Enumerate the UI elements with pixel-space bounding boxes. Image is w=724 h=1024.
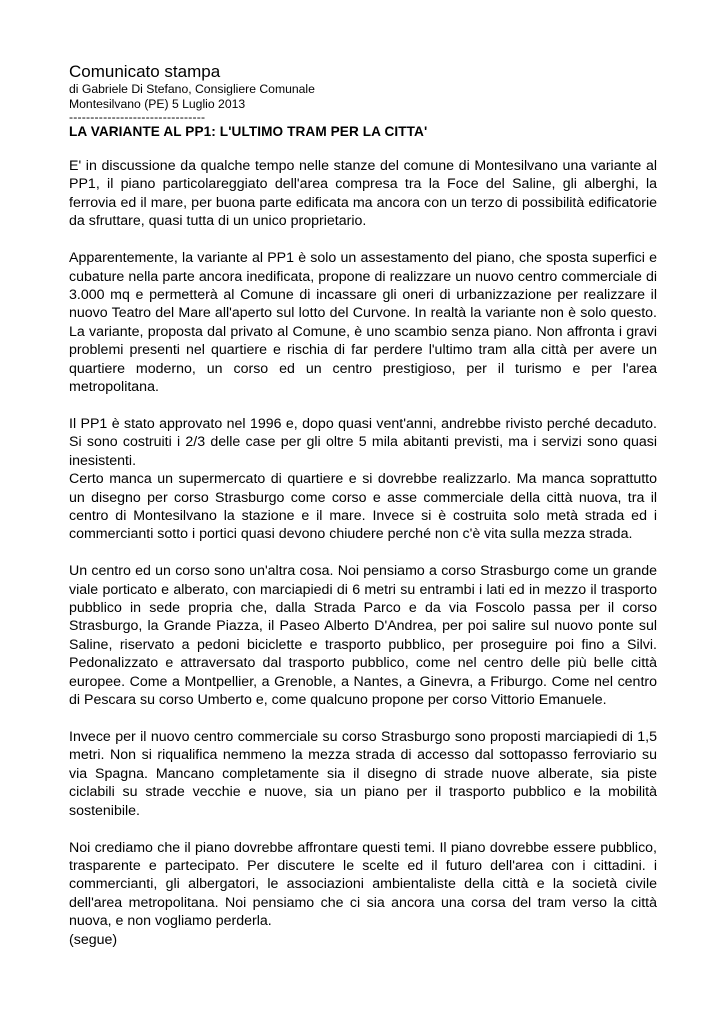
press-release-page bbox=[69, 62, 657, 949]
paragraph-intro: E' in discussione da qualche tempo nelle stanze del comune di Montesilvano una variante al PP1, il piano particolareggiato dell'area compresa tra la Foce del Saline, gli alberghi, la ferrovia ed il mare, per buona parte edificata ma ancora con un terzo di possibilità edificatorie da sfruttare, quasi tutta di un unico proprietario. bbox=[69, 158, 657, 230]
paragraph-commercial-centre: Invece per il nuovo centro commerciale su corso Strasburgo sono proposti marciapiedi di 1,5 metri. Non si riqualifica nemmeno la mezza strada di accesso dal sottopasso ferroviario su via Spagna. Mancano completamente sia il disegno di strade nuove alberate, sia piste ciclabili su strade vecchie e nuove, sia un piano per il trasporto pubblico e la mobilità sostenibile. bbox=[69, 728, 657, 819]
paragraph-supermarket: Certo manca un supermercato di quartiere e si dovrebbe realizzarlo. Ma manca soprattutto un disegno per corso Strasburgo come corso e asse commerciale della città nuova, tra il centro di Montesilvano la stazione e il mare. Invece si è costruita solo metà strada ed i commercianti sotto i portici quasi devono chiudere perché non c'è vita sulla mezza strada. bbox=[69, 471, 657, 543]
paragraph-conclusion: Noi crediamo che il piano dovrebbe affrontare questi temi. Il piano dovrebbe essere pubblico, trasparente e partecipato. Per discutere le scelte ed il futuro dell'area con i cittadini. i commercianti, gli albergatori, le associazioni ambientaliste della città e la società civile dell'area metropolitana. Noi pensiamo che ci sia ancora una corsa del tram verso la città nuova, e non vogliamo perderla. bbox=[69, 839, 657, 930]
headline: LA VARIANTE AL PP1: L'ULTIMO TRAM PER LA CITTA' bbox=[69, 124, 428, 139]
author-line: di Gabriele Di Stefano, Consigliere Comunale bbox=[69, 82, 315, 96]
separator-line: -------------------------------- bbox=[69, 111, 206, 123]
document-title: Comunicato stampa bbox=[69, 62, 221, 81]
paragraph-variant: Apparentemente, la variante al PP1 è solo un assestamento del piano, che sposta superfici e cubature nella parte ancora inedificata, propone di realizzare un nuovo centro commerciale di 3.000 mq e permetterà al Comune di incassare gli oneri di urbanizzazione per realizzare il nuovo Teatro del Mare all'aperto sul lotto del Curvone. In realtà la variante non è solo questo. La variante, proposta dal privato al Comune, è uno scambio senza piano. Non affronta i gravi problemi presenti nel quartiere e rischia di far perdere l'ultimo tram alla città per avere un quartiere moderno, un corso ed un centro prestigioso, per il turismo e per l'area metropolitana. bbox=[69, 250, 657, 395]
paragraph-corso-vision: Un centro ed un corso sono un'altra cosa. Noi pensiamo a corso Strasburgo come un grande viale porticato e alberato, con marciapiedi di 6 metri su entrambi i lati ed in mezzo il trasporto pubblico in sede propria che, dalla Strada Parco e da via Foscolo passa per il corso Strasburgo, la Grande Piazza, il Paseo Alberto D'Andrea, per poi salire sul nuovo ponte sul Saline, riservato a pedoni biciclette e trasporto pubblico, per proseguire poi fino a Silvi. Pedonalizzato e attraversato dal trasporto pubblico, come nel centro delle più belle città europee. Come a Montpellier, a Grenoble, a Nantes, a Ginevra, a Friburgo. Come nel centro di Pescara su corso Umberto e, come qualcuno propone per corso Vittorio Emanuele. bbox=[69, 563, 657, 709]
place-date: Montesilvano (PE) 5 Luglio 2013 bbox=[69, 96, 246, 111]
paragraph-pp1-history: Il PP1 è stato approvato nel 1996 e, dopo quasi vent'anni, andrebbe rivisto perché decaduto. Si sono costruiti i 2/3 delle case per gli oltre 5 mila abitanti previsti, ma i servizi sono quasi inesistenti. bbox=[69, 415, 657, 469]
closing-note: (segue) bbox=[69, 931, 118, 948]
